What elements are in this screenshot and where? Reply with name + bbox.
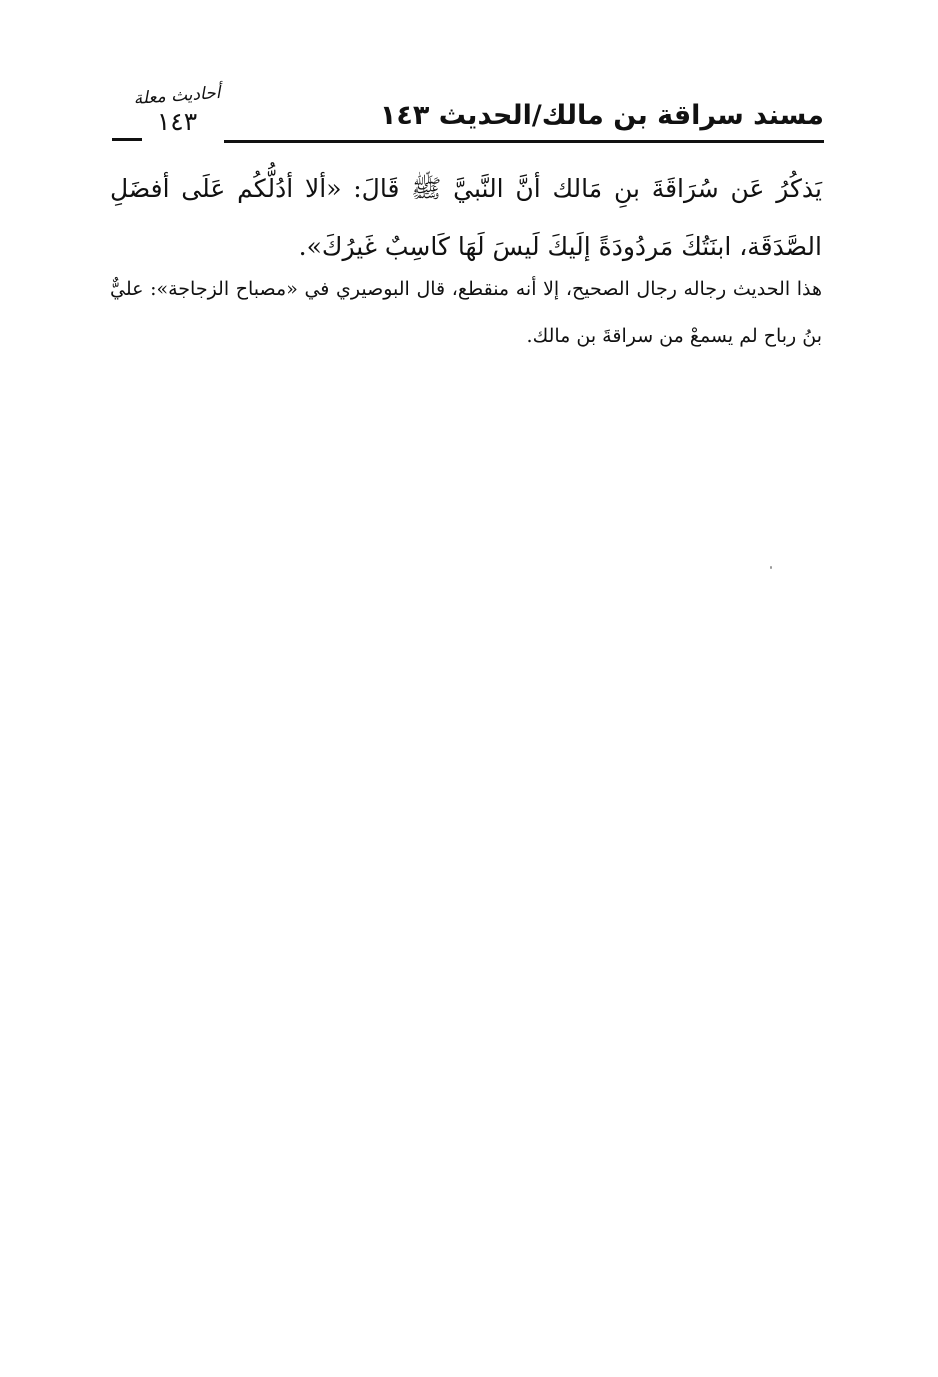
scan-speck xyxy=(770,566,772,569)
commentary-text: هذا الحديث رجاله رجال الصحيح، إلا أنه منقطع، قال البوصيري في «مصباح الزجاجة»: عليٌّ بنُ رباح لم يسمعْ من سراقةَ بن مالك. xyxy=(110,278,822,347)
header-rule xyxy=(224,140,824,143)
page-header xyxy=(112,82,824,152)
running-title: مسند سراقة بن مالك/الحديث ١٤٣ xyxy=(379,100,824,131)
handwritten-number: ١٤٣ xyxy=(156,107,198,136)
handwritten-underline xyxy=(112,138,142,141)
hadith-text: يَذكُرُ عَن سُرَاقَةَ بنِ مَالك أنَّ النَّبيَّ ﷺ قَالَ: «ألا أدُلُّكُم عَلَى أفضَلِ الصَّدَقَة، ابنَتُكَ مَردُودَةً إلَيكَ لَيسَ لَهَا كَاسِبٌ غَيرُكَ». xyxy=(110,174,822,261)
handwritten-note: أحاديث معلة xyxy=(132,82,222,110)
handwritten-annotation xyxy=(112,82,242,148)
